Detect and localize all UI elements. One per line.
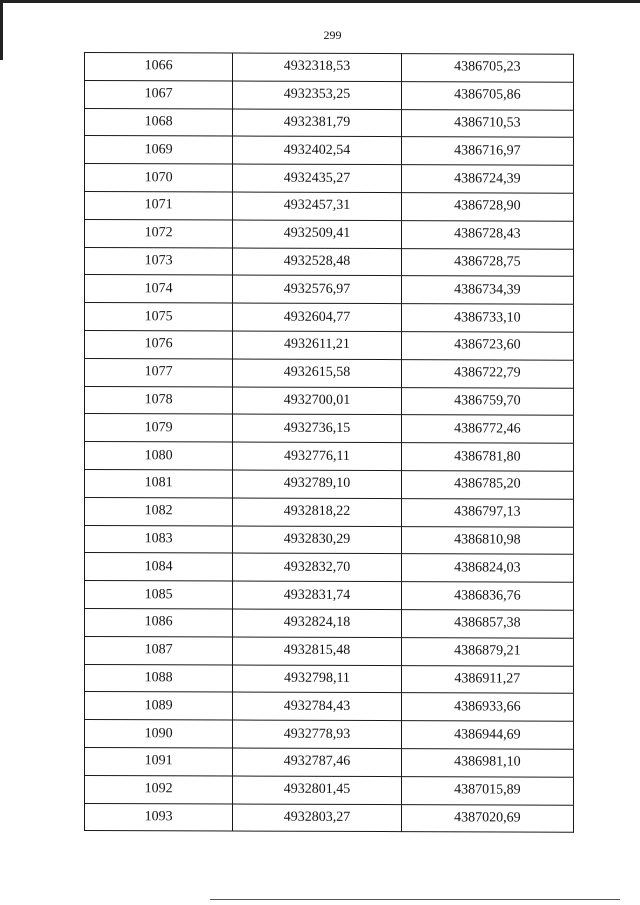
y-coordinate-cell: 4386734,39 — [401, 276, 573, 304]
table-row — [85, 747, 574, 777]
scan-edge-top — [0, 0, 640, 3]
y-coordinate-cell: 4386911,27 — [401, 665, 573, 693]
y-coordinate-cell: 4387015,89 — [401, 776, 573, 804]
x-coordinate-cell: 4932824,18 — [233, 609, 401, 637]
x-coordinate-cell: 4932787,46 — [233, 748, 401, 776]
point-number-cell: 1077 — [85, 358, 233, 386]
table-row — [85, 358, 574, 388]
y-coordinate-cell: 4386728,90 — [401, 193, 573, 221]
y-coordinate-cell: 4386705,23 — [401, 54, 573, 82]
point-number-cell: 1078 — [85, 386, 233, 414]
coordinates-table-body — [85, 53, 574, 833]
x-coordinate-cell: 4932615,58 — [233, 359, 401, 387]
x-coordinate-cell: 4932402,54 — [233, 136, 401, 164]
y-coordinate-cell: 4386785,20 — [401, 471, 573, 499]
table-row — [85, 247, 574, 277]
table-row — [85, 80, 574, 110]
point-number-cell: 1081 — [85, 469, 233, 497]
x-coordinate-cell: 4932318,53 — [233, 53, 401, 81]
x-coordinate-cell: 4932778,93 — [233, 720, 401, 748]
table-row — [85, 330, 574, 360]
point-number-cell: 1092 — [85, 775, 233, 803]
x-coordinate-cell: 4932604,77 — [233, 303, 401, 331]
table-row — [85, 53, 574, 83]
x-coordinate-cell: 4932736,15 — [233, 414, 401, 442]
point-number-cell: 1066 — [85, 53, 233, 81]
scan-edge-bottom — [210, 899, 620, 900]
table-row — [85, 414, 574, 444]
table-row — [85, 692, 574, 722]
table-row — [85, 136, 574, 166]
x-coordinate-cell: 4932381,79 — [233, 109, 401, 137]
point-number-cell: 1093 — [85, 803, 233, 831]
y-coordinate-cell: 4386728,75 — [401, 248, 573, 276]
x-coordinate-cell: 4932611,21 — [233, 331, 401, 359]
point-number-cell: 1070 — [85, 164, 233, 192]
table-row — [85, 525, 574, 555]
x-coordinate-cell: 4932818,22 — [233, 498, 401, 526]
y-coordinate-cell: 4387020,69 — [401, 804, 573, 832]
table-row — [85, 553, 574, 583]
point-number-cell: 1090 — [85, 720, 233, 748]
table-row — [85, 108, 574, 138]
table-row — [85, 664, 574, 694]
x-coordinate-cell: 4932457,31 — [233, 192, 401, 220]
table-row — [85, 442, 574, 472]
point-number-cell: 1069 — [85, 136, 233, 164]
point-number-cell: 1091 — [85, 747, 233, 775]
x-coordinate-cell: 4932830,29 — [233, 526, 401, 554]
table-row — [85, 469, 574, 499]
x-coordinate-cell: 4932831,74 — [233, 581, 401, 609]
page-number: 299 — [323, 28, 342, 42]
y-coordinate-cell: 4386836,76 — [401, 582, 573, 610]
y-coordinate-cell: 4386857,38 — [401, 610, 573, 638]
table-row — [85, 219, 574, 249]
y-coordinate-cell: 4386759,70 — [401, 387, 573, 415]
point-number-cell: 1067 — [85, 80, 233, 108]
y-coordinate-cell: 4386933,66 — [401, 693, 573, 721]
table-row — [85, 164, 574, 194]
table-row — [85, 608, 574, 638]
point-number-cell: 1089 — [85, 692, 233, 720]
x-coordinate-cell: 4932815,48 — [233, 637, 401, 665]
x-coordinate-cell: 4932798,11 — [233, 665, 401, 693]
x-coordinate-cell: 4932801,45 — [233, 776, 401, 804]
point-number-cell: 1086 — [85, 608, 233, 636]
table-row — [85, 275, 574, 305]
point-number-cell: 1073 — [85, 247, 233, 275]
y-coordinate-cell: 4386710,53 — [401, 109, 573, 137]
table-row — [85, 775, 574, 805]
x-coordinate-cell: 4932509,41 — [233, 220, 401, 248]
point-number-cell: 1084 — [85, 553, 233, 581]
y-coordinate-cell: 4386723,60 — [401, 332, 573, 360]
point-number-cell: 1068 — [85, 108, 233, 136]
table-row — [85, 191, 574, 221]
point-number-cell: 1076 — [85, 330, 233, 358]
point-number-cell: 1082 — [85, 497, 233, 525]
x-coordinate-cell: 4932353,25 — [233, 81, 401, 109]
y-coordinate-cell: 4386981,10 — [401, 749, 573, 777]
point-number-cell: 1083 — [85, 525, 233, 553]
point-number-cell: 1088 — [85, 664, 233, 692]
y-coordinate-cell: 4386781,80 — [401, 443, 573, 471]
x-coordinate-cell: 4932528,48 — [233, 248, 401, 276]
x-coordinate-cell: 4932576,97 — [233, 275, 401, 303]
x-coordinate-cell: 4932784,43 — [233, 692, 401, 720]
y-coordinate-cell: 4386733,10 — [401, 304, 573, 332]
y-coordinate-cell: 4386724,39 — [401, 165, 573, 193]
x-coordinate-cell: 4932832,70 — [233, 553, 401, 581]
table-row — [85, 386, 574, 416]
y-coordinate-cell: 4386705,86 — [401, 81, 573, 109]
y-coordinate-cell: 4386944,69 — [401, 721, 573, 749]
x-coordinate-cell: 4932789,10 — [233, 470, 401, 498]
point-number-cell: 1087 — [85, 636, 233, 664]
point-number-cell: 1071 — [85, 191, 233, 219]
y-coordinate-cell: 4386722,79 — [401, 359, 573, 387]
table-row — [85, 803, 574, 833]
table-row — [85, 720, 574, 750]
y-coordinate-cell: 4386728,43 — [401, 220, 573, 248]
point-number-cell: 1079 — [85, 414, 233, 442]
table-row — [85, 581, 574, 611]
y-coordinate-cell: 4386797,13 — [401, 498, 573, 526]
x-coordinate-cell: 4932435,27 — [233, 164, 401, 192]
y-coordinate-cell: 4386772,46 — [401, 415, 573, 443]
y-coordinate-cell: 4386824,03 — [401, 554, 573, 582]
table-row — [85, 303, 574, 333]
y-coordinate-cell: 4386810,98 — [401, 526, 573, 554]
x-coordinate-cell: 4932700,01 — [233, 387, 401, 415]
table-row — [85, 636, 574, 666]
point-number-cell: 1074 — [85, 275, 233, 303]
point-number-cell: 1075 — [85, 303, 233, 331]
point-number-cell: 1085 — [85, 581, 233, 609]
coordinates-table — [84, 52, 574, 833]
table-row — [85, 497, 574, 527]
x-coordinate-cell: 4932776,11 — [233, 442, 401, 470]
point-number-cell: 1080 — [85, 442, 233, 470]
y-coordinate-cell: 4386716,97 — [401, 137, 573, 165]
point-number-cell: 1072 — [85, 219, 233, 247]
y-coordinate-cell: 4386879,21 — [401, 637, 573, 665]
x-coordinate-cell: 4932803,27 — [233, 804, 401, 832]
